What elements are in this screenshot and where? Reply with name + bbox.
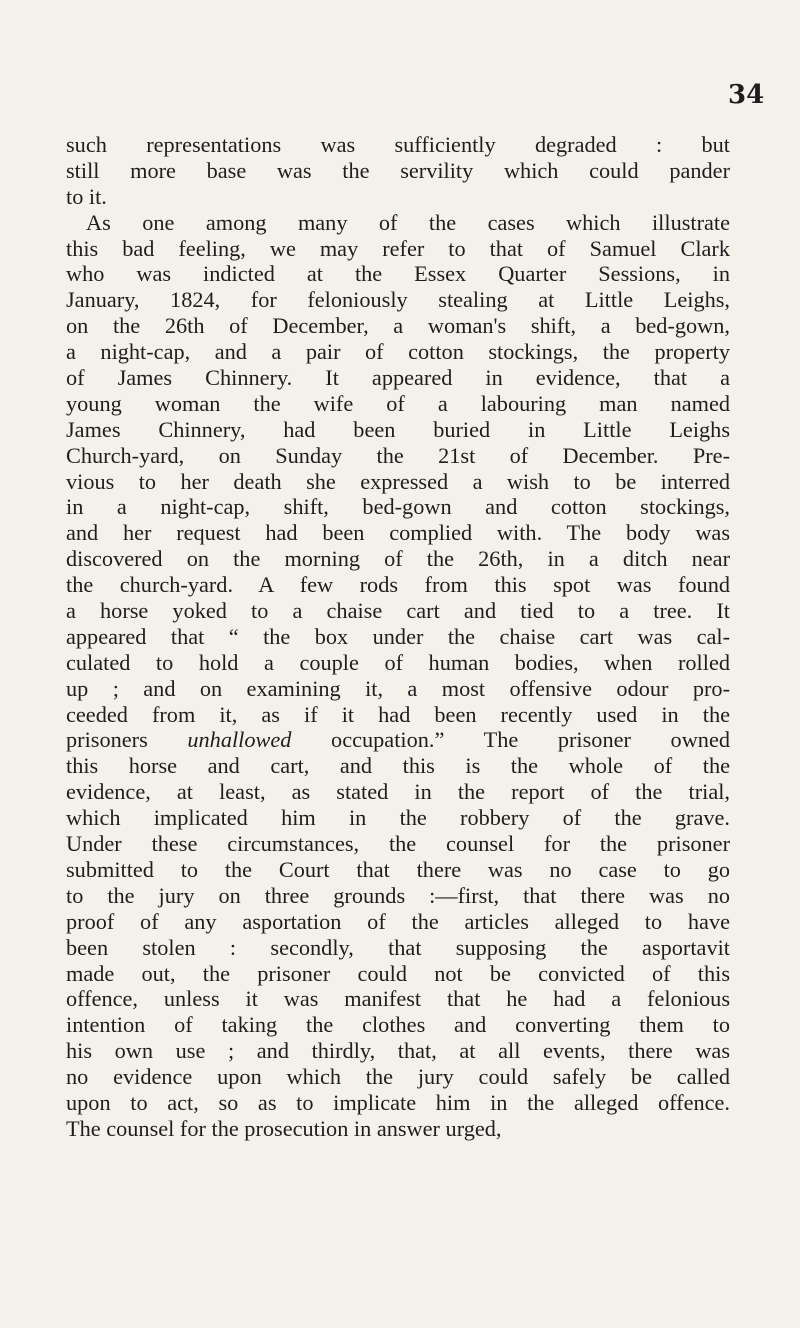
page-number: 34 <box>728 80 765 110</box>
text-line: proof of any asportation of the articles alleged to have <box>66 908 730 934</box>
text-line: in a night-cap, shift, bed-gown and cotton stockings, <box>66 494 730 520</box>
text-line: and her request had been complied with. The body was <box>66 520 730 546</box>
text-line: vious to her death she expressed a wish to be interred <box>66 468 730 494</box>
text-line: a night-cap, and a pair of cotton stockings, the property <box>66 339 730 365</box>
italic-word: unhallowed <box>187 727 292 753</box>
text-line <box>66 727 730 753</box>
text-line: who was indicted at the Essex Quarter Sessions, in <box>66 261 730 287</box>
text-line: the church-yard. A few rods from this spot was found <box>66 572 730 598</box>
text-line: been stolen : secondly, that supposing the asportavit <box>66 934 730 960</box>
text-line: As one among many of the cases which illustrate <box>86 209 730 235</box>
text-line: Under these circumstances, the counsel for the prisoner <box>66 831 730 857</box>
text-line: to it. <box>66 183 107 209</box>
text-line: a horse yoked to a chaise cart and tied to a tree. It <box>66 598 730 624</box>
text-line: ceeded from it, as if it had been recently used in the <box>66 701 730 727</box>
text-line: appeared that “ the box under the chaise cart was cal- <box>66 623 730 649</box>
text-segment: occupation.” The prisoner owned <box>291 727 730 753</box>
text-line: evidence, at least, as stated in the report of the trial, <box>66 779 730 805</box>
text-line: culated to hold a couple of human bodies, when rolled <box>66 649 730 675</box>
text-line: young woman the wife of a labouring man named <box>66 390 730 416</box>
text-line: still more base was the servility which could pander <box>66 157 730 183</box>
text-line: made out, the prisoner could not be convicted of this <box>66 960 730 986</box>
text-line: on the 26th of December, a woman's shift, a bed-gown, <box>66 313 730 339</box>
text-line: January, 1824, for feloniously stealing at Little Leighs, <box>66 287 730 313</box>
text-line: no evidence upon which the jury could safely be called <box>66 1064 730 1090</box>
text-line: which implicated him in the robbery of the grave. <box>66 805 730 831</box>
text-line: of James Chinnery. It appeared in evidence, that a <box>66 365 730 391</box>
text-line: such representations was sufficiently degraded : but <box>66 132 730 157</box>
text-line: his own use ; and thirdly, that, at all events, there was <box>66 1038 730 1064</box>
text-line: discovered on the morning of the 26th, in a ditch near <box>66 546 730 572</box>
text-segment: prisoners <box>66 727 188 753</box>
text-line: upon to act, so as to implicate him in the alleged offence. <box>66 1089 730 1115</box>
text-line: Church-yard, on Sunday the 21st of December. Pre- <box>66 442 730 468</box>
text-line: to the jury on three grounds :—first, that there was no <box>66 882 730 908</box>
text-line: this bad feeling, we may refer to that of Samuel Clark <box>66 235 730 261</box>
text-line: submitted to the Court that there was no case to go <box>66 856 730 882</box>
text-line: The counsel for the prosecution in answer urged, <box>66 1115 502 1141</box>
text-line: James Chinnery, had been buried in Little Leighs <box>66 416 730 442</box>
body-text <box>66 132 730 1142</box>
text-line: offence, unless it was manifest that he had a felonious <box>66 986 730 1012</box>
text-line: up ; and on examining it, a most offensive odour pro- <box>66 675 730 701</box>
text-line: this horse and cart, and this is the whole of the <box>66 753 730 779</box>
text-line: intention of taking the clothes and converting them to <box>66 1012 730 1038</box>
